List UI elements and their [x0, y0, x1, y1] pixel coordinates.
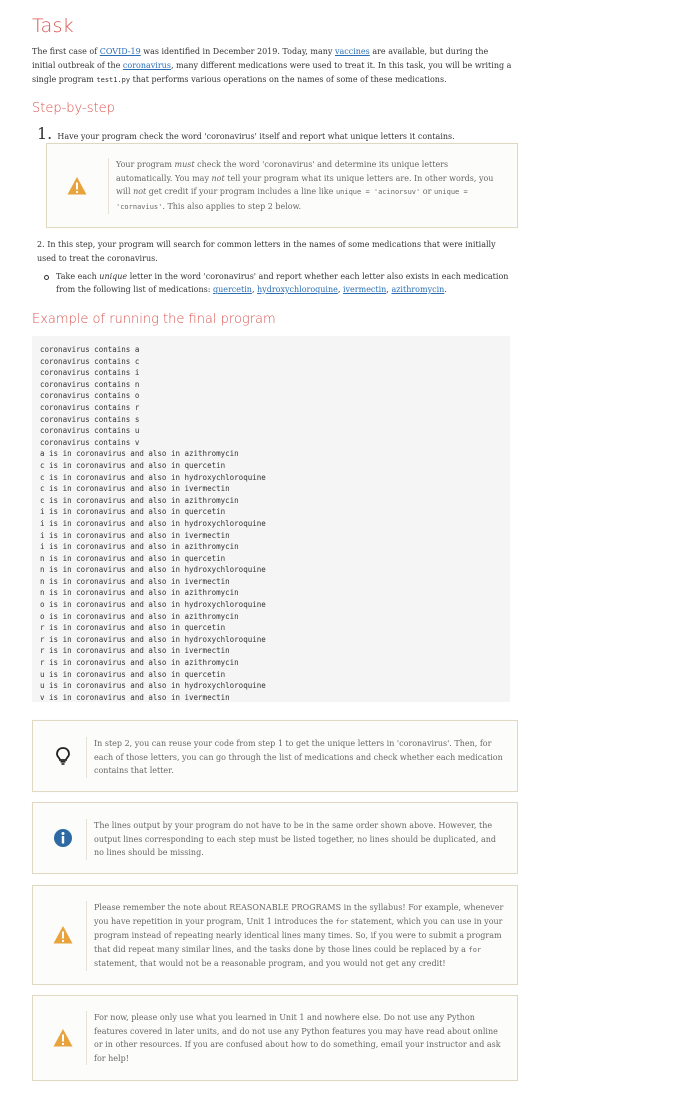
output-line: c is in coronavirus and also in azithromycin: [40, 495, 239, 505]
warning-text: [108, 158, 506, 214]
step-by-step-heading: Step-by-step: [32, 101, 115, 116]
period: .: [444, 284, 447, 294]
output-line: coronavirus contains o: [40, 391, 140, 401]
output-line: n is in coronavirus and also in hydroxychloroquine: [40, 565, 266, 575]
separator: ,: [337, 284, 343, 294]
step-2-subitem: [56, 271, 518, 296]
output-line: o is in coronavirus and also in azithromycin: [40, 611, 239, 621]
medication-link-ivermectin[interactable]: ivermectin: [342, 284, 387, 294]
output-line: u is in coronavirus and also in hydroxychloroquine: [40, 681, 266, 691]
intro-text: , many different medications were used to treat it. In this task, you will be writing a single program: [32, 61, 512, 84]
warning-text-part: tell your program what its unique letters are. In other words, you will: [116, 173, 494, 196]
warning-text-part: statement, which you can use in your program instead of repeating nearly identical lines many times. So, if you were to submit a program that did repeat many similar lines, and the tasks done by those lines could be replaced by a: [94, 916, 503, 954]
warning-callout-unit1: [32, 995, 518, 1081]
code-snippet: unique = 'cornavius': [116, 188, 468, 211]
code-snippet: for: [335, 917, 349, 926]
tip-text: In step 2, you can reuse your code from step 1 to get the unique letters in 'coronavirus'. Then, for each of those letters, you can go through the list of medications and check whether each medication contains that letter.: [86, 737, 504, 778]
warning-icon: [53, 1028, 73, 1048]
warning-text-part: Please remember the note about REASONABLE PROGRAMS in the syllabus! For example, whenever you have repetition in your program, Unit 1 introduces the: [94, 903, 504, 926]
lightbulb-icon: [53, 746, 73, 766]
output-line: coronavirus contains n: [40, 379, 140, 389]
warning-text-part: check the word 'coronavirus' and determine its unique letters automatically. You may: [116, 160, 449, 183]
output-line: r is in coronavirus and also in hydroxychloroquine: [40, 634, 266, 644]
warning-callout-reasonable: [32, 885, 518, 985]
warning-callout-unique: [46, 143, 518, 228]
output-line: coronavirus contains u: [40, 426, 140, 436]
output-line: n is in coronavirus and also in azithromycin: [40, 588, 239, 598]
warning-text-part: get credit if your program includes a line like: [146, 187, 336, 196]
step-number: 1.: [37, 124, 53, 143]
medication-link-quercetin[interactable]: quercetin: [212, 284, 252, 294]
output-line: coronavirus contains i: [40, 368, 140, 378]
warning-text-part: statement, that would not be a reasonable program, and you would not get any credit!: [94, 959, 446, 968]
info-icon: [53, 828, 73, 848]
intro-text: was identified in December 2019. Today, many: [140, 47, 335, 56]
output-line: r is in coronavirus and also in quercetin: [40, 623, 226, 633]
separator: ,: [386, 284, 392, 294]
emphasis: must: [174, 160, 195, 169]
medication-link-azithromycin[interactable]: azithromycin: [391, 284, 445, 294]
output-line: coronavirus contains s: [40, 414, 140, 424]
emphasis: not: [133, 187, 147, 196]
output-line: u is in coronavirus and also in quercetin: [40, 669, 226, 679]
intro-text: The first case of: [32, 47, 100, 56]
warning-icon: [53, 925, 73, 945]
output-line: coronavirus contains c: [40, 356, 140, 366]
warning-text-part: Your program: [116, 160, 175, 169]
output-line: a is in coronavirus and also in azithromycin: [40, 449, 239, 459]
info-text: The lines output by your program do not have to be in the same order shown above. However, the output lines corresponding to each step must be listed together, no lines should be duplicated, and no lines should be missing.: [86, 819, 504, 860]
output-line: c is in coronavirus and also in ivermectin: [40, 484, 230, 494]
output-line: r is in coronavirus and also in ivermectin: [40, 646, 230, 656]
warning-text: [86, 901, 504, 971]
info-callout: [32, 802, 518, 874]
output-line: i is in coronavirus and also in azithromycin: [40, 542, 239, 552]
output-line: coronavirus contains a: [40, 345, 140, 354]
program-filename: test1.py: [96, 76, 131, 84]
tip-callout: [32, 720, 518, 792]
step-text: Have your program check the word 'coronavirus' itself and report what unique letters it contains.: [57, 132, 455, 141]
output-line: i is in coronavirus and also in quercetin: [40, 507, 226, 517]
output-line: o is in coronavirus and also in hydroxychloroquine: [40, 600, 266, 610]
example-heading: Example of running the final program: [32, 312, 276, 327]
step-1: [37, 124, 517, 143]
output-line: n is in coronavirus and also in ivermectin: [40, 576, 230, 586]
page-title: Task: [32, 15, 74, 37]
medication-link-hydroxychloroquine[interactable]: hydroxychloroquine: [257, 284, 338, 294]
emphasis: not: [211, 173, 225, 183]
covid-link[interactable]: COVID-19: [99, 47, 141, 56]
output-line: i is in coronavirus and also in ivermectin: [40, 530, 230, 540]
output-line: v is in coronavirus and also in ivermectin: [40, 692, 230, 702]
step-text: In this step, your program will search for common letters in the names of some medications that were initially used to treat the coronavirus.: [37, 240, 496, 263]
subitem-text: Take each: [56, 272, 100, 281]
bullet-icon: [44, 275, 49, 280]
intro-text: are available, but during the initial outbreak of the: [32, 47, 489, 70]
warning-text-part: or: [420, 187, 434, 196]
subitem-text: letter in the word 'coronavirus' and report whether each letter also exists in each medication from the following list of medications:: [56, 272, 509, 294]
output-line: r is in coronavirus and also in azithromycin: [40, 658, 239, 668]
output-line: n is in coronavirus and also in quercetin: [40, 553, 226, 563]
example-output-block: [32, 336, 510, 702]
output-line: coronavirus contains v: [40, 437, 140, 447]
step-2: [37, 238, 517, 266]
intro-text: that performs various operations on the names of some of these medications.: [130, 75, 447, 84]
output-line: c is in coronavirus and also in hydroxychloroquine: [40, 472, 266, 482]
warning-text: For now, please only use what you learned in Unit 1 and nowhere else. Do not use any Python features covered in later units, and do not use any Python features you may have read about online or in other resources. If you are confused about how to do something, email your instructor and ask for help!: [86, 1011, 504, 1065]
separator: ,: [251, 284, 258, 294]
coronavirus-link[interactable]: coronavirus: [122, 61, 171, 70]
vaccines-link[interactable]: vaccines: [334, 47, 370, 56]
code-snippet: unique = 'acinorsuv': [335, 188, 421, 196]
warning-icon: [67, 176, 87, 196]
output-line: coronavirus contains r: [40, 402, 140, 412]
intro-paragraph: [32, 45, 512, 87]
warning-text-part: . This also applies to step 2 below.: [162, 201, 302, 211]
output-line: i is in coronavirus and also in hydroxychloroquine: [40, 518, 266, 528]
step-number: 2.: [37, 240, 45, 249]
code-snippet: for: [468, 945, 482, 954]
emphasis: unique: [99, 272, 128, 281]
output-line: c is in coronavirus and also in quercetin: [40, 460, 226, 470]
